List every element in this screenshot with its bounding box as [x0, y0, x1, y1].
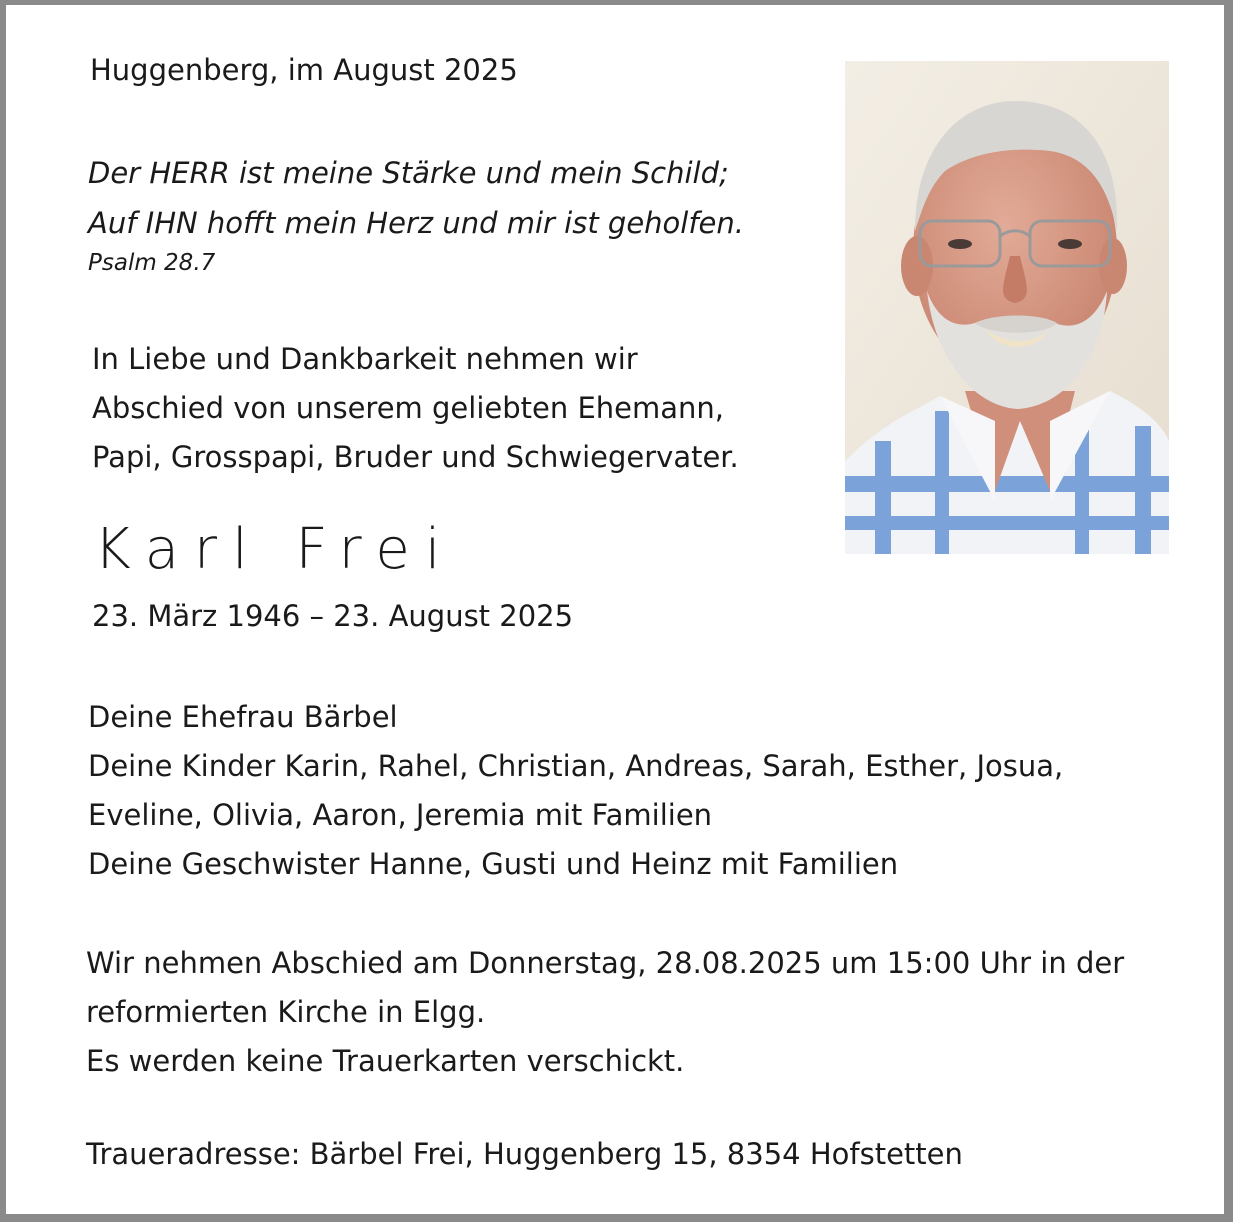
- intro-line: Abschied von unserem geliebten Ehemann,: [92, 391, 724, 425]
- service-line: reformierten Kirche in Elgg.: [86, 995, 486, 1029]
- intro-line: In Liebe und Dankbarkeit nehmen wir: [92, 342, 638, 376]
- farewell-intro: [92, 335, 739, 482]
- family-list: [88, 693, 1063, 889]
- verse-reference: Psalm 28.7: [88, 250, 216, 276]
- family-line: Deine Geschwister Hanne, Gusti und Heinz mit Familien: [88, 847, 899, 881]
- deceased-name: Karl Frei: [94, 517, 456, 582]
- family-line: Eveline, Olivia, Aaron, Jeremia mit Familien: [88, 798, 713, 832]
- service-line: Es werden keine Trauerkarten verschickt.: [86, 1044, 685, 1078]
- bible-verse: [88, 148, 744, 248]
- place-and-date: Huggenberg, im August 2025: [90, 53, 518, 87]
- life-dates: 23. März 1946 – 23. August 2025: [92, 599, 574, 633]
- portrait-photo: [845, 61, 1169, 554]
- verse-line: Der HERR ist meine Stärke und mein Schild;: [88, 156, 729, 190]
- verse-line: Auf IHN hofft mein Herz und mir ist geholfen.: [88, 206, 744, 240]
- family-line: Deine Kinder Karin, Rahel, Christian, Andreas, Sarah, Esther, Josua,: [88, 749, 1064, 783]
- intro-line: Papi, Grosspapi, Bruder und Schwiegervater.: [92, 440, 739, 474]
- service-info: [86, 939, 1124, 1086]
- portrait-illustration: [845, 61, 1169, 554]
- family-line: Deine Ehefrau Bärbel: [88, 700, 398, 734]
- mourning-address: Traueradresse: Bärbel Frei, Huggenberg 15, 8354 Hofstetten: [86, 1137, 963, 1171]
- service-line: Wir nehmen Abschied am Donnerstag, 28.08.2025 um 15:00 Uhr in der: [86, 946, 1125, 980]
